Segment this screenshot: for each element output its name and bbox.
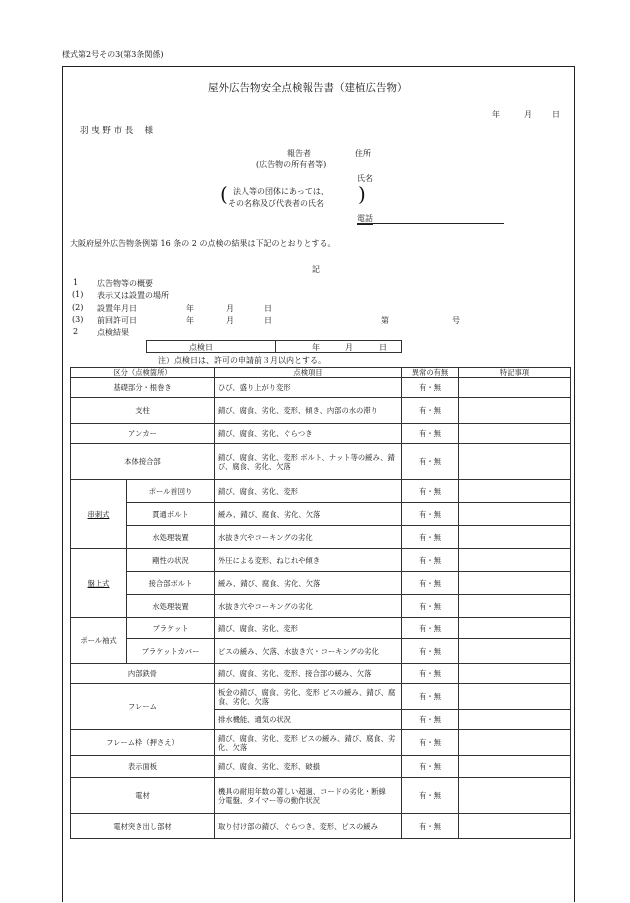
row-subcategory: 貫通ボルト bbox=[127, 503, 215, 526]
electrical-item-2: 分電盤、タイマー等の動作状況 bbox=[218, 795, 321, 805]
row-remarks[interactable] bbox=[459, 503, 571, 526]
sub2-month: 月 bbox=[226, 304, 234, 313]
table-row bbox=[71, 730, 571, 756]
phone-underline bbox=[357, 223, 504, 224]
row-item: 水抜き穴やコーキングの劣化 bbox=[215, 526, 402, 549]
table-row bbox=[71, 664, 571, 684]
date-year: 年 bbox=[492, 110, 500, 119]
inspection-date-year: 年 bbox=[312, 343, 320, 352]
addressee: 羽 曳 野 市 長 様 bbox=[80, 126, 154, 136]
row-answer[interactable]: 有・無 bbox=[402, 814, 459, 839]
ki-label: 記 bbox=[312, 265, 320, 274]
row-subcategory: ブラケット bbox=[127, 618, 215, 639]
sub2-num: (2) bbox=[72, 303, 84, 312]
row-remarks[interactable] bbox=[459, 424, 571, 444]
header-abnormal: 異常の有無 bbox=[402, 368, 459, 378]
row-category: 本体接合部 bbox=[71, 444, 215, 480]
row-item: 錆び、腐食、劣化、変形、接合部の緩み、欠落 bbox=[215, 664, 402, 684]
reporter-sublabel: (広告物の所有者等) bbox=[256, 160, 327, 169]
row-answer[interactable]: 有・無 bbox=[402, 639, 459, 664]
row-answer[interactable]: 有・無 bbox=[402, 526, 459, 549]
row-remarks[interactable] bbox=[459, 684, 571, 710]
row-item: 水抜き穴やコーキングの劣化 bbox=[215, 595, 402, 618]
row-remarks[interactable] bbox=[459, 595, 571, 618]
inspection-note: 注）点検日は、許可の申請前３月以内とする。 bbox=[158, 356, 326, 365]
table-row bbox=[71, 684, 571, 710]
row-remarks[interactable] bbox=[459, 814, 571, 839]
corp-note-1: 法人等の団体にあっては、 bbox=[233, 187, 329, 196]
group-skewer: 串刺式 bbox=[71, 480, 127, 549]
table-row bbox=[71, 526, 571, 549]
sub3-num: (3) bbox=[72, 315, 84, 324]
table-row bbox=[71, 618, 571, 639]
item1-num: 1 bbox=[73, 278, 79, 287]
row-item: 錆び、腐食、劣化、変形 bbox=[215, 618, 402, 639]
table-header-row bbox=[71, 368, 571, 378]
row-answer[interactable]: 有・無 bbox=[402, 398, 459, 424]
row-answer[interactable]: 有・無 bbox=[402, 595, 459, 618]
row-remarks[interactable] bbox=[459, 378, 571, 398]
inspection-date-divider bbox=[275, 341, 276, 352]
item1-label: 広告物等の概要 bbox=[97, 279, 153, 288]
row-answer[interactable]: 有・無 bbox=[402, 710, 459, 730]
row-remarks[interactable] bbox=[459, 572, 571, 595]
header-remarks: 特記事項 bbox=[459, 368, 571, 378]
row-remarks[interactable] bbox=[459, 710, 571, 730]
row-subcategory: 接合部ボルト bbox=[127, 572, 215, 595]
permit-number-suffix: 号 bbox=[452, 316, 460, 325]
row-category: アンカー bbox=[71, 424, 215, 444]
table-row bbox=[71, 778, 571, 814]
row-item: 錆び、腐食、劣化、ぐらつき bbox=[215, 424, 402, 444]
row-answer[interactable]: 有・無 bbox=[402, 424, 459, 444]
row-category: フレーム bbox=[71, 684, 215, 730]
row-subcategory: ブラケットカバー bbox=[127, 639, 215, 664]
row-item: 緩み、錆び、腐食、劣化、欠落 bbox=[215, 503, 402, 526]
table-row bbox=[71, 639, 571, 664]
row-category: 電材 bbox=[71, 778, 215, 814]
row-item: 排水機能、通気の状況 bbox=[215, 710, 402, 730]
table-row bbox=[71, 398, 571, 424]
row-answer[interactable]: 有・無 bbox=[402, 664, 459, 684]
item2-label: 点検結果 bbox=[97, 328, 129, 337]
row-item: ひび、盛り上がり変形 bbox=[215, 378, 402, 398]
sub3-year: 年 bbox=[186, 316, 194, 325]
row-remarks[interactable] bbox=[459, 398, 571, 424]
row-answer[interactable]: 有・無 bbox=[402, 778, 459, 814]
row-subcategory: 水処理装置 bbox=[127, 595, 215, 618]
table-row bbox=[71, 595, 571, 618]
sub3-month: 月 bbox=[226, 316, 234, 325]
row-item: 緩み、錆び、腐食、劣化、欠落 bbox=[215, 572, 402, 595]
row-remarks[interactable] bbox=[459, 618, 571, 639]
inspection-date-month: 月 bbox=[345, 343, 353, 352]
sub3-day: 日 bbox=[264, 316, 272, 325]
row-answer[interactable]: 有・無 bbox=[402, 480, 459, 503]
name-label: 氏名 bbox=[357, 174, 373, 183]
row-category: 基礎部分・根巻き bbox=[71, 378, 215, 398]
row-answer[interactable]: 有・無 bbox=[402, 572, 459, 595]
row-item: 板金の錆び、腐食、劣化、変形 ビスの緩み、錆び、腐食、劣化、欠落 bbox=[215, 684, 402, 710]
table-row bbox=[71, 503, 571, 526]
row-remarks[interactable] bbox=[459, 664, 571, 684]
row-remarks[interactable] bbox=[459, 549, 571, 572]
row-subcategory: 剛性の状況 bbox=[127, 549, 215, 572]
row-category: フレーム枠（押さえ） bbox=[71, 730, 215, 756]
table-row bbox=[71, 480, 571, 503]
sub2-year: 年 bbox=[186, 304, 194, 313]
row-category: 電材突き出し部材 bbox=[71, 814, 215, 839]
row-category: 支柱 bbox=[71, 398, 215, 424]
table-row bbox=[71, 424, 571, 444]
date-month: 月 bbox=[524, 110, 532, 119]
row-item bbox=[215, 778, 402, 814]
row-remarks[interactable] bbox=[459, 639, 571, 664]
row-item: 錆び、腐食、劣化、変形 bbox=[215, 480, 402, 503]
row-remarks[interactable] bbox=[459, 756, 571, 778]
table-row bbox=[71, 549, 571, 572]
corp-note-2: その名称及び代表者の氏名 bbox=[228, 199, 324, 208]
table-row bbox=[71, 814, 571, 839]
table-row bbox=[71, 572, 571, 595]
permit-number-prefix: 第 bbox=[381, 316, 389, 325]
row-remarks[interactable] bbox=[459, 526, 571, 549]
table-row bbox=[71, 756, 571, 778]
row-answer[interactable]: 有・無 bbox=[402, 684, 459, 710]
reporter-label: 報告者 bbox=[287, 149, 311, 158]
row-answer[interactable]: 有・無 bbox=[402, 444, 459, 480]
sub2-day: 日 bbox=[264, 304, 272, 313]
row-item: 錆び、腐食、劣化、変形 ボルト、ナット等の緩み、錆び、腐食、劣化、欠落 bbox=[215, 444, 402, 480]
form-label: 様式第2号その3(第3条関係) bbox=[62, 50, 164, 59]
row-item: 錆び、腐食、劣化、変形、破損 bbox=[215, 756, 402, 778]
row-item: 錆び、腐食、劣化、変形、傾き、内部の水の滞り bbox=[215, 398, 402, 424]
row-answer[interactable]: 有・無 bbox=[402, 618, 459, 639]
inspection-date-box bbox=[146, 340, 402, 353]
group-pole-sleeve: ポール袖式 bbox=[71, 618, 127, 664]
row-subcategory: ポール首回り bbox=[127, 480, 215, 503]
row-remarks[interactable] bbox=[459, 778, 571, 814]
row-remarks[interactable] bbox=[459, 444, 571, 480]
row-answer[interactable]: 有・無 bbox=[402, 503, 459, 526]
row-category: 内部鉄骨 bbox=[71, 664, 215, 684]
inspection-date-label: 点検日 bbox=[189, 343, 213, 352]
address-label: 住所 bbox=[355, 149, 371, 158]
inspection-table bbox=[70, 367, 571, 839]
row-category: 表示面板 bbox=[71, 756, 215, 778]
sub3-label: 前回許可日 bbox=[97, 316, 137, 325]
sub1-label: 表示又は設置の場所 bbox=[97, 291, 169, 300]
row-remarks[interactable] bbox=[459, 480, 571, 503]
row-item: ビスの緩み、欠落、水抜き穴・コーキングの劣化 bbox=[215, 639, 402, 664]
row-answer[interactable]: 有・無 bbox=[402, 549, 459, 572]
statement: 大阪府屋外広告物条例第 16 条の 2 の点検の結果は下記のとおりとする。 bbox=[70, 239, 336, 248]
row-answer[interactable]: 有・無 bbox=[402, 730, 459, 756]
table-row bbox=[71, 378, 571, 398]
inspection-date-day: 日 bbox=[379, 343, 387, 352]
item2-num: 2 bbox=[73, 327, 79, 336]
header-category: 区分（点検箇所） bbox=[71, 368, 215, 378]
sub2-label: 設置年月日 bbox=[97, 304, 137, 313]
right-brace: ) bbox=[358, 182, 366, 206]
electrical-item-1: 機具の耐用年数の著しい超過、コードの劣化・断線 bbox=[218, 786, 386, 796]
sub1-num: (1) bbox=[72, 290, 84, 299]
table-row bbox=[71, 444, 571, 480]
row-answer[interactable]: 有・無 bbox=[402, 756, 459, 778]
row-item: 取り付け部の錆び、ぐらつき、変形、ビスの緩み bbox=[215, 814, 402, 839]
header-item: 点検項目 bbox=[215, 368, 402, 378]
group-on-base: 盤上式 bbox=[71, 549, 127, 618]
row-item: 錆び、腐食、劣化、変形 ビスの緩み、錆び、腐食、劣化、欠落 bbox=[215, 730, 402, 756]
date-day: 日 bbox=[552, 110, 560, 119]
row-item: 外圧による変形、ねじれや傾き bbox=[215, 549, 402, 572]
row-subcategory: 水処理装置 bbox=[127, 526, 215, 549]
row-answer[interactable]: 有・無 bbox=[402, 378, 459, 398]
left-brace: ( bbox=[220, 182, 228, 206]
page-title: 屋外広告物安全点検報告書（建植広告物） bbox=[208, 82, 408, 94]
phone-label: 電話 bbox=[357, 214, 373, 223]
row-remarks[interactable] bbox=[459, 730, 571, 756]
